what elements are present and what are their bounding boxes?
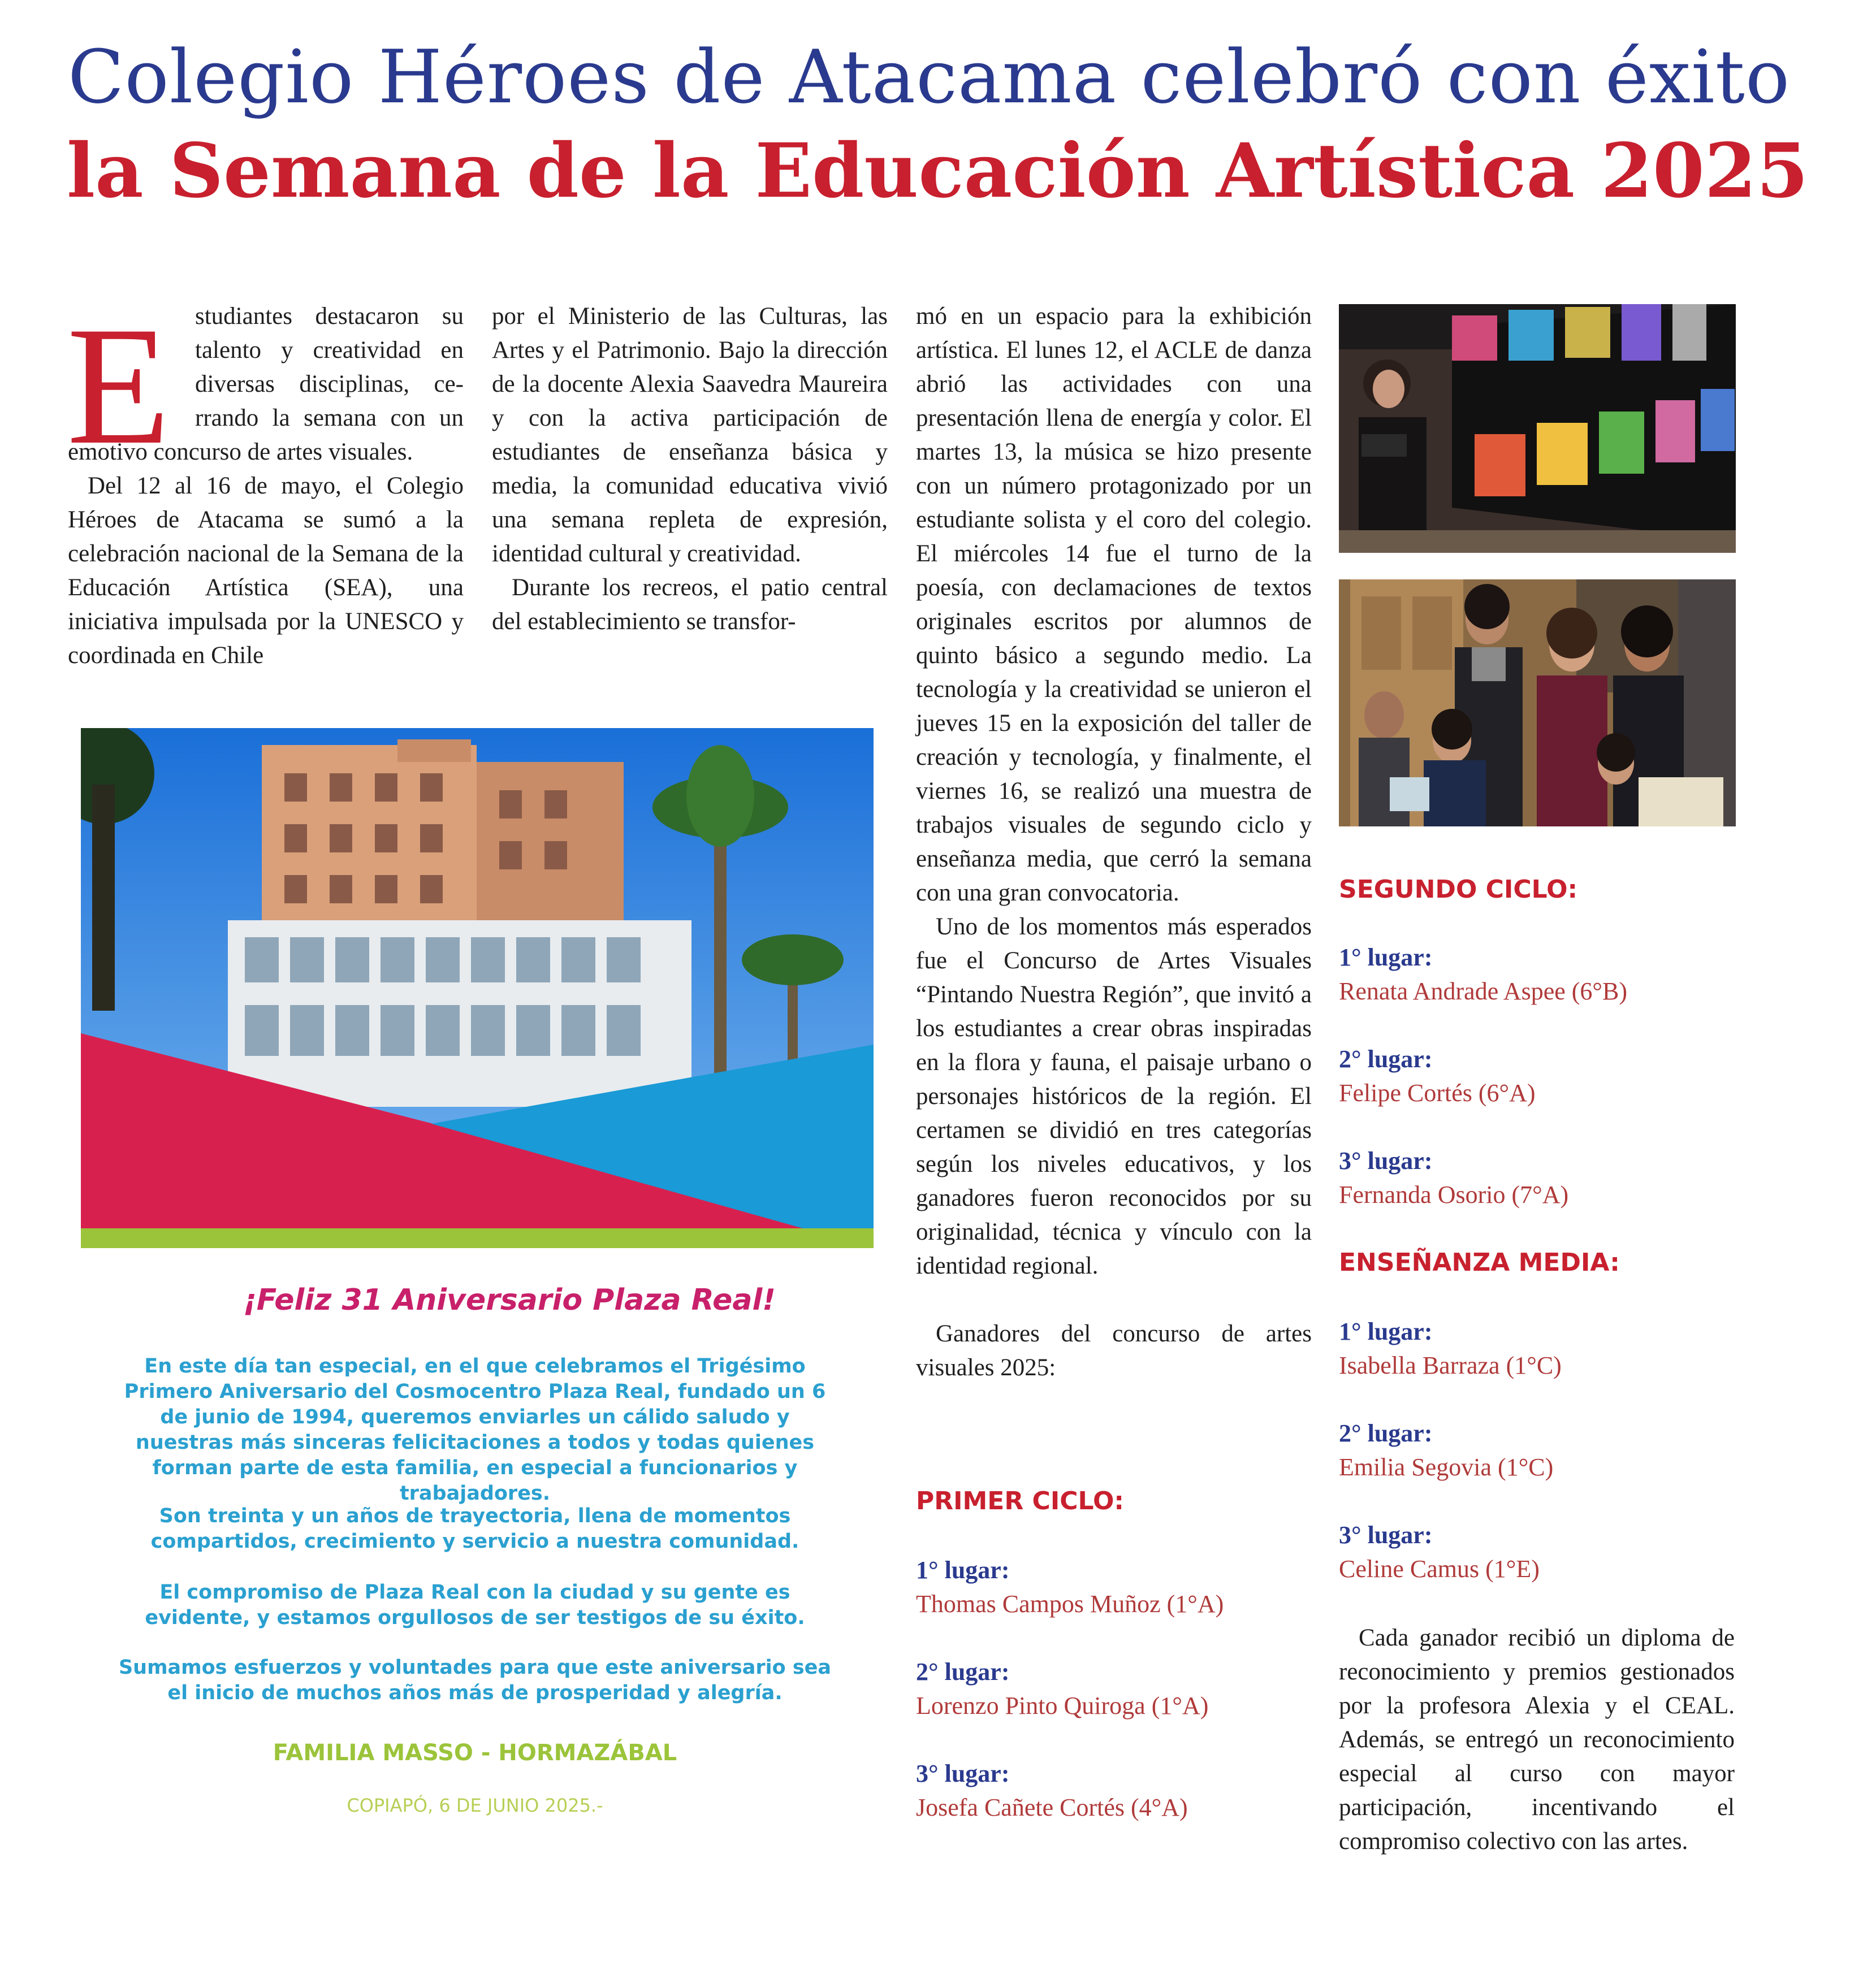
winner-name: Thomas Campos Muñoz (1°A) — [916, 1590, 1224, 1618]
place-label: 1° lugar: — [1339, 943, 1433, 971]
place-label: 2° lugar: — [916, 1658, 1010, 1686]
winner-name: Emilia Segovia (1°C) — [1339, 1453, 1554, 1481]
ad-paragraph: El compromiso de Plaza Real con la ciudad y su gente es evidente, y estamos orgullosos de ser testigos de su éxito. — [145, 1581, 805, 1629]
lead-last-line: emotivo concurso de artes visuales. — [68, 439, 413, 465]
paragraph: por el Ministerio de las Culturas, las Artes y el Patrimonio. Bajo la dirección de la docente Alexia Saavedra Maureira y con la activa participación de estudiantes de enseñanza básica y media, la comunidad educativa vivió una semana repleta de expresión, identidad cultural y creatividad. — [492, 303, 888, 567]
drop-cap: E — [67, 292, 171, 479]
lead-indented-lines — [195, 300, 464, 435]
paragraph: Uno de los momentos más esperados fue el Concurso de Artes Visuales “Pintando Nuestra Región”, que invitó a los estudiantes a crear obras inspiradas en la flora y fauna, el paisaje urbano o personajes históricos de la región. El certamen se dividió en tres categorías según los niveles educativos, y los ganadores fueron reconocidos por su originalidad, técnica y vínculo con la identidad regional. — [916, 913, 1312, 1279]
ensenanza-media-heading: ENSEÑANZA MEDIA: — [1339, 1248, 1620, 1277]
ad-paragraph: En este día tan especial, en el que celebramos el Trigésimo Primero Aniversario del Cosmocentro Plaza Real, fundado un 6 de junio de 1994, queremos enviarles un cálido saludo y nuestras más sinceras felicitaciones a todos y todas quienes forman parte de esta familia, en especial a funcionarios y trabajadores. — [124, 1355, 826, 1505]
place-label: 1° lugar: — [916, 1556, 1010, 1584]
ad-family-signature: FAMILIA MASSO - HORMAZÁBAL — [273, 1740, 677, 1766]
paragraph: Durante los recreos, el patio central del establecimiento se transfor- — [492, 574, 888, 635]
article-column-2 — [492, 300, 888, 639]
article-column-3 — [916, 300, 1312, 1385]
headline-line-1: Colegio Héroes de Atacama celebró con éxito — [68, 34, 1791, 120]
winner-name: Renata Andrade Aspee (6°B) — [1339, 977, 1627, 1005]
ad-title: ¡Feliz 31 Aniversario Plaza Real! — [243, 1283, 776, 1317]
segundo-ciclo-heading: SEGUNDO CICLO: — [1339, 875, 1578, 904]
paragraph: mó en un espacio para la exhibición artística. El lunes 12, el ACLE de danza abrió las actividades con una presentación llena de energía y color. El martes 13, la música se hizo presente con un número protagonizado por un estudiante solista y el coro del colegio. El miércoles 14 fue el turno de la poesía, con declamaciones de textos originales escritos por alumnos de quinto básico a segundo medio. La tecnología y la creatividad se unieron el jueves 15 en la exposición del taller de creación y tecnología, y finalmente, el viernes 16, se realizó una muestra de trabajos visuales de segundo ciclo y enseñanza media, que cerró la semana con una gran convocatoria. — [916, 303, 1312, 906]
plaza-real-ad-image — [81, 728, 874, 1248]
lead-line: talento y creatividad en — [195, 337, 464, 363]
ad-paragraph: Sumamos esfuerzos y voluntades para que este aniversario sea el inicio de muchos años más de prosperidad y alegría. — [118, 1656, 832, 1704]
winner-name: Fernanda Osorio (7°A) — [1339, 1181, 1569, 1209]
paragraph: Del 12 al 16 de mayo, el Colegio Héroes de Atacama se sumó a la celebración nacional de la Semana de la Educación Artística (SEA), una iniciativa impulsada por la UNESCO y coordinada en Chile — [68, 473, 464, 669]
winners-group-photo — [1339, 579, 1736, 826]
art-exhibition-photo — [1339, 304, 1736, 553]
winner-name: Josefa Cañete Cortés (4°A) — [916, 1794, 1188, 1821]
place-label: 3° lugar: — [916, 1760, 1010, 1787]
article-column-1 — [67, 292, 464, 673]
winner-name: Felipe Cortés (6°A) — [1339, 1079, 1536, 1107]
place-label: 3° lugar: — [1339, 1521, 1433, 1549]
place-label: 2° lugar: — [1339, 1045, 1433, 1073]
winner-name: Isabella Barraza (1°C) — [1339, 1352, 1562, 1379]
winner-name: Celine Camus (1°E) — [1339, 1555, 1540, 1583]
primer-ciclo-heading: PRIMER CICLO: — [916, 1487, 1124, 1515]
headline-line-2: la Semana de la Educación Artística 2025 — [67, 127, 1809, 215]
place-label: 2° lugar: — [1339, 1419, 1433, 1447]
ad-date: COPIAPÓ, 6 DE JUNIO 2025.- — [347, 1795, 603, 1816]
paragraph: Cada ganador recibió un diploma de reconocimiento y premios gestionados por la profesora Alexia y el CEAL. Además, se entregó un reconocimiento especial al curso con mayor participación, incentivando el compromiso colectivo con las artes. — [1339, 1625, 1735, 1855]
lead-line: studiantes destacaron su — [195, 303, 464, 330]
paragraph: Ganadores del concurso de artes visuales 2025: — [916, 1320, 1312, 1381]
winner-name: Lorenzo Pinto Quiroga (1°A) — [916, 1692, 1209, 1720]
lead-line: rrando la semana con un — [195, 405, 464, 431]
place-label: 3° lugar: — [1339, 1147, 1433, 1175]
closing-paragraph — [1339, 1621, 1735, 1859]
lead-line: diversas disciplinas, ce- — [195, 371, 464, 397]
place-label: 1° lugar: — [1339, 1318, 1433, 1345]
ad-paragraph: Son treinta y un años de trayectoria, llena de momentos compartidos, crecimiento y servicio a nuestra comunidad. — [150, 1505, 799, 1553]
